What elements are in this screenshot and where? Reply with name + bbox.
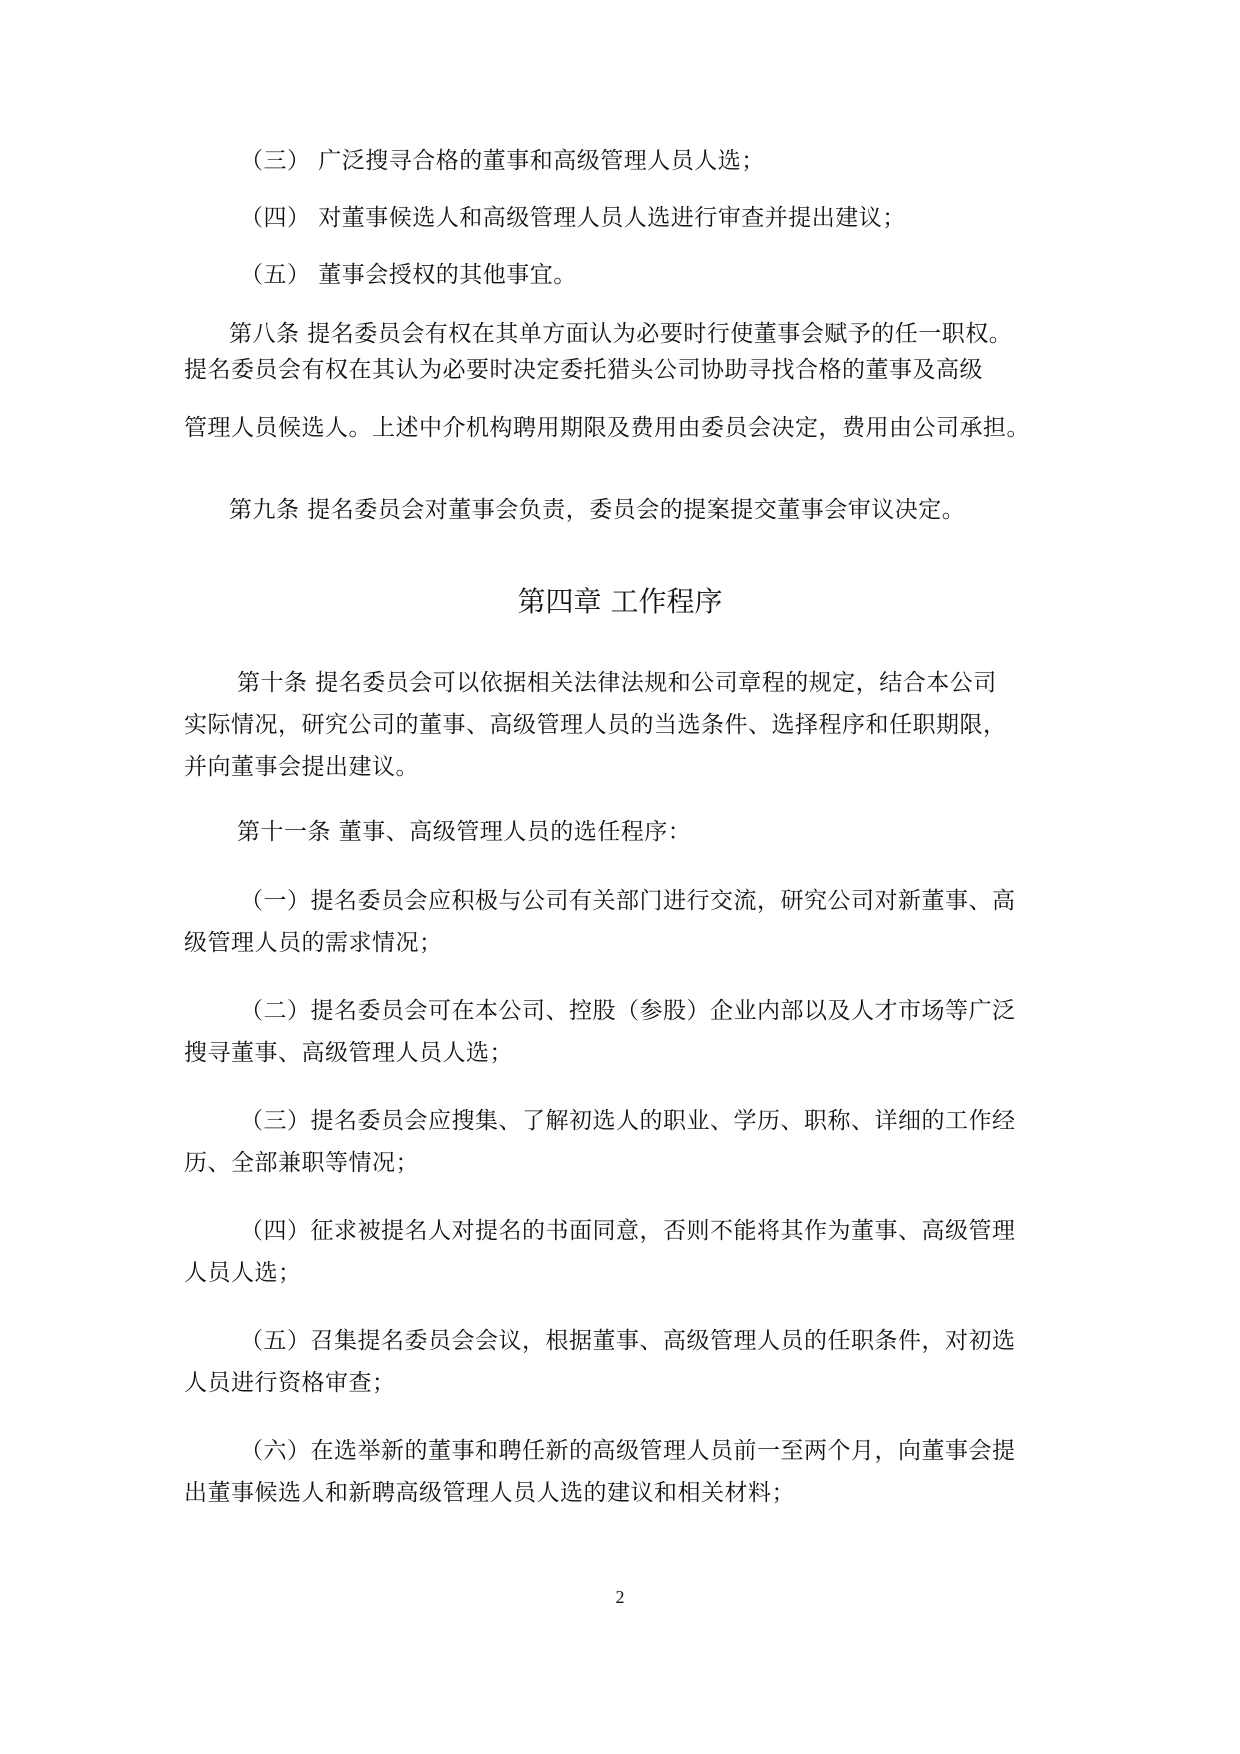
procedure-4-line-1: （四）征求被提名人对提名的书面同意，否则不能将其作为董事、高级管理 — [240, 1218, 1016, 1244]
procedure-6-line-2: 出董事候选人和新聘高级管理人员人选的建议和相关材料； — [184, 1480, 795, 1506]
procedure-1-line-2: 级管理人员的需求情况； — [184, 930, 443, 956]
procedure-5-line-2: 人员进行资格审查； — [184, 1370, 396, 1396]
article-8-line-3: 管理人员候选人。上述中介机构聘用期限及费用由委员会决定，费用由公司承担。 — [184, 415, 1030, 441]
article-9-text: 第九条 提名委员会对董事会负责，委员会的提案提交董事会审议决定。 — [229, 497, 966, 523]
article-10-line-1: 第十条 提名委员会可以依据相关法律法规和公司章程的规定，结合本公司 — [237, 670, 997, 696]
article-10-line-2: 实际情况，研究公司的董事、高级管理人员的当选条件、选择程序和任职期限， — [184, 712, 1007, 738]
procedure-1-line-1: （一）提名委员会应积极与公司有关部门进行交流，研究公司对新董事、高 — [240, 888, 1016, 914]
article-11-text: 第十一条 董事、高级管理人员的选任程序： — [237, 819, 692, 845]
procedure-6-line-1: （六）在选举新的董事和聘任新的高级管理人员前一至两个月，向董事会提 — [240, 1438, 1016, 1464]
article-8-line-1: 第八条 提名委员会有权在其单方面认为必要时行使董事会赋予的任一职权。 — [229, 321, 1013, 347]
article-8-line-2: 提名委员会有权在其认为必要时决定委托猎头公司协助寻找合格的董事及高级 — [184, 357, 983, 383]
page-number: 2 — [615, 1587, 625, 1607]
procedure-4-line-2: 人员人选； — [184, 1260, 302, 1286]
item-4-text: （四） 对董事候选人和高级管理人员人选进行审查并提出建议； — [240, 205, 906, 231]
article-10-line-3: 并向董事会提出建议。 — [184, 754, 419, 780]
procedure-5-line-1: （五）召集提名委员会会议，根据董事、高级管理人员的任职条件，对初选 — [240, 1328, 1016, 1354]
item-3-text: （三） 广泛搜寻合格的董事和高级管理人员人选； — [240, 148, 765, 174]
chapter-heading: 第四章 工作程序 — [517, 585, 723, 618]
item-5-text: （五） 董事会授权的其他事宜。 — [240, 262, 577, 288]
procedure-2-line-2: 搜寻董事、高级管理人员人选； — [184, 1040, 513, 1066]
procedure-3-line-1: （三）提名委员会应搜集、了解初选人的职业、学历、职称、详细的工作经 — [240, 1108, 1016, 1134]
procedure-2-line-1: （二）提名委员会可在本公司、控股（参股）企业内部以及人才市场等广泛 — [240, 998, 1016, 1024]
procedure-3-line-2: 历、全部兼职等情况； — [184, 1150, 419, 1176]
